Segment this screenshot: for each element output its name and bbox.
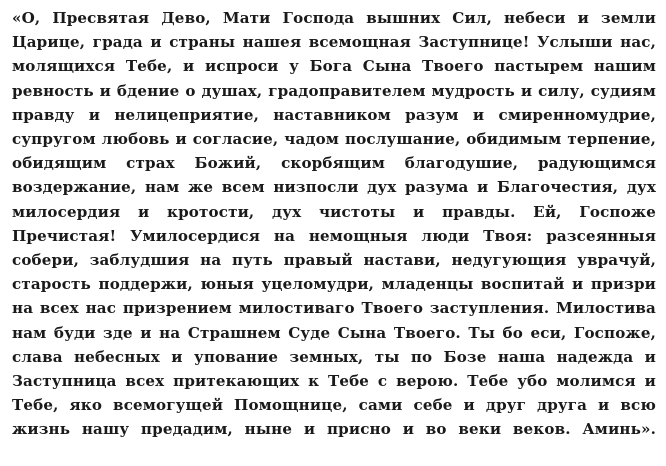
prayer-body-text: «О, Пресвятая Дево, Мати Господа вышних Сил, небеси и земли Царице, града и страны нашея всемощная Заступнице! Услыши нас, молящихся Тебе, и испроси у Бога Сына Твоего пастырем нашим ревность и бдение о душах, градоправителем мудрость и силу, судиям правду и нелицеприятие, наставником разум и смиренномудрие, супругом любовь и согласие, чадом послушание, обидимым терпение, обидящим страх Божий, скорбящим благодушие, радующимся воздержание, нам же всем низпосли дух разума и Благочестия, дух милосердия и кротости, дух чистоты и правды. Ей, Госпоже Пречистая! Умилосердися на немощныя люди Твоя: разсеянныя собери, заблудшия на путь правый настави, недугующия уврачуй, старость поддержи, юныя уцеломудри, младенцы воспитай и призри на всех нас призрением милостиваго Твоего заступления. Милостива нам буди зде и на Страшнем Суде Сына Твоего. Ты бо еси, Госпоже, слава небесных и упование земных, ты по Бозе наша надежда и Заступница всех притекающих к Тебе с верою. Тебе убо молимся и Тебе, яко всемогущей Помощнице, сами себе и друг друга и всю жизнь нашу предадим, ныне и присно и во веки веков. Аминь». <box>12 9 656 439</box>
